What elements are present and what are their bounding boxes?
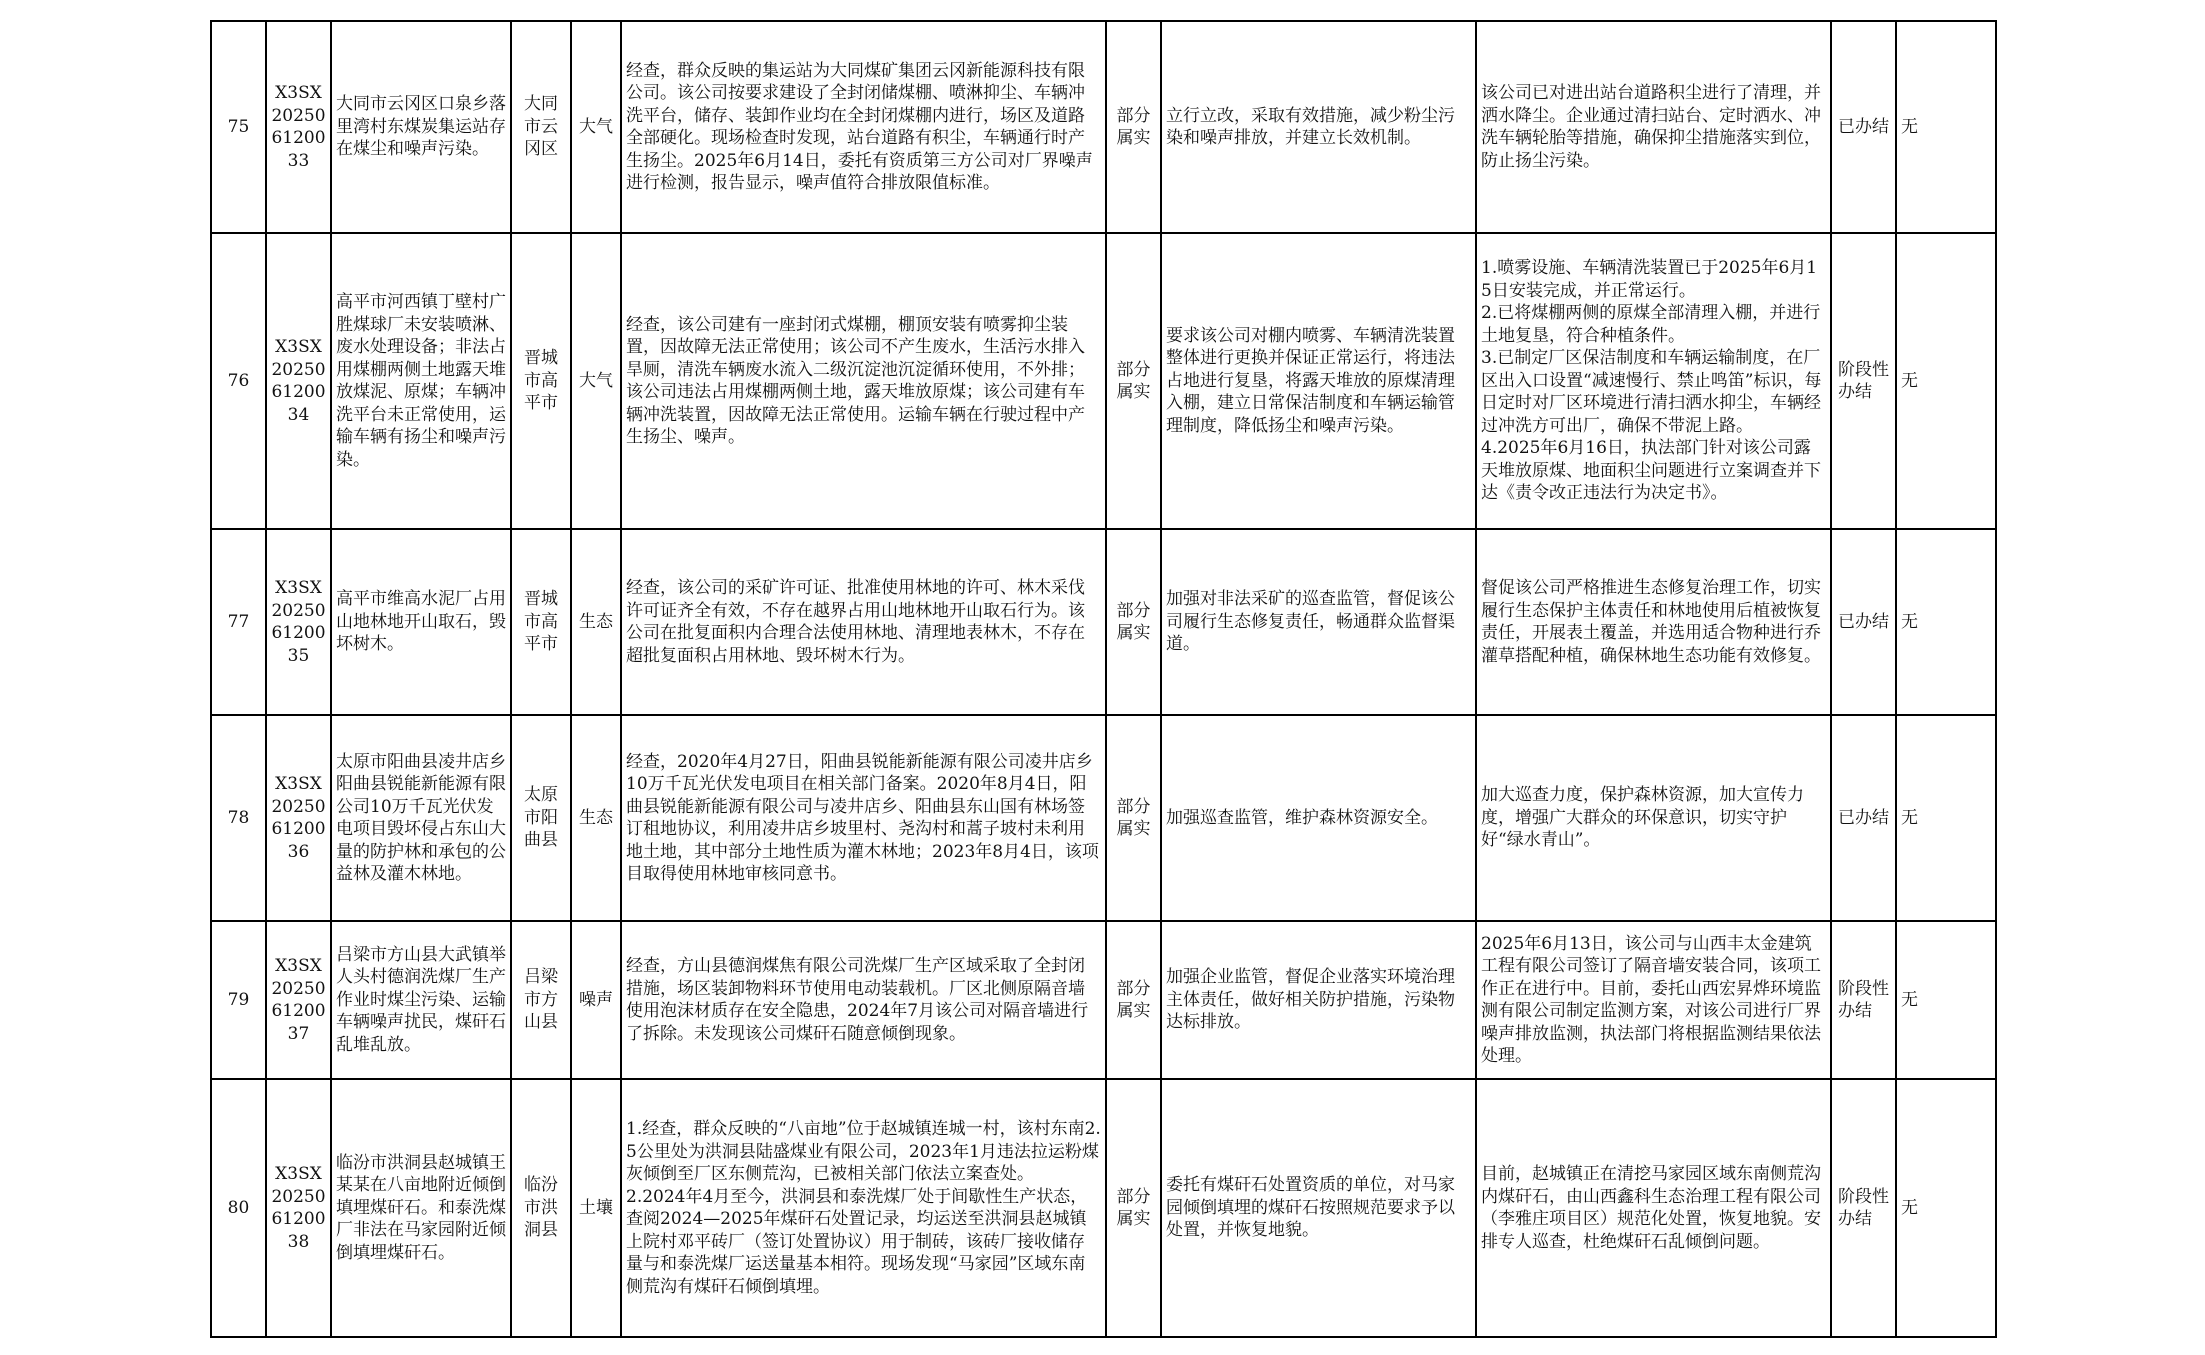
pollution-category-cell: 噪声: [571, 921, 621, 1079]
administrative-area-cell: 大同市云冈区: [511, 21, 571, 233]
complaint-content-cell: 高平市河西镇丁壁村广胜煤球厂未安装喷淋、废水处理设备；非法占用煤棚两侧土地露天堆放煤泥、原煤；车辆冲洗平台未正常使用，运输车辆有扬尘和噪声污染。: [331, 233, 511, 529]
table-row: [211, 715, 1996, 921]
row-number-cell: 78: [211, 715, 266, 921]
pollution-category-cell: 生态: [571, 529, 621, 715]
table-row: [211, 21, 1996, 233]
completion-status-cell: 阶段性办结: [1831, 1079, 1896, 1337]
handling-result-cell: 该公司已对进出站台道路积尘进行了清理，并洒水降尘。企业通过清扫站台、定时洒水、冲洗车辆轮胎等措施，确保抑尘措施落实到位，防止扬尘污染。: [1476, 21, 1831, 233]
completion-status-cell: 已办结: [1831, 715, 1896, 921]
complaint-content-cell: 大同市云冈区口泉乡落里湾村东煤炭集运站存在煤尘和噪声污染。: [331, 21, 511, 233]
handling-result-cell: 目前，赵城镇正在清挖马家园区域东南侧荒沟内煤矸石，由山西鑫科生态治理工程有限公司（李雅庄项目区）规范化处置，恢复地貌。安排专人巡查，杜绝煤矸石乱倾倒问题。: [1476, 1079, 1831, 1337]
investigation-finding-cell: 经查，2020年4月27日，阳曲县锐能新能源有限公司凌井店乡10万千瓦光伏发电项目在相关部门备案。2020年8月4日，阳曲县锐能新能源有限公司与凌井店乡、阳曲县东山国有林场签订租地协议，利用凌井店乡坡里村、尧沟村和蒿子坡村未利用地土地，其中部分土地性质为灌木林地；2023年8月4日，该项目取得使用林地审核同意书。: [621, 715, 1106, 921]
accountability-status-cell: 无: [1896, 1079, 1996, 1337]
pollution-category-cell: 生态: [571, 715, 621, 921]
accountability-status-cell: 无: [1896, 21, 1996, 233]
investigation-finding-cell: 经查，群众反映的集运站为大同煤矿集团云冈新能源科技有限公司。该公司按要求建设了全封闭储煤棚、喷淋抑尘、车辆冲洗平台，储存、装卸作业均在全封闭煤棚内进行，场区及道路全部硬化。现场检查时发现，站台道路有积尘，车辆通行时产生扬尘。2025年6月14日，委托有资质第三方公司对厂界噪声进行检测，报告显示，噪声值符合排放限值标准。: [621, 21, 1106, 233]
verification-verdict-cell: 部分属实: [1106, 715, 1161, 921]
administrative-area-cell: 晋城市高平市: [511, 233, 571, 529]
handling-requirement-cell: 加强企业监管，督促企业落实环境治理主体责任，做好相关防护措施，污染物达标排放。: [1161, 921, 1476, 1079]
accountability-status-cell: 无: [1896, 921, 1996, 1079]
accountability-status-cell: 无: [1896, 715, 1996, 921]
completion-status-cell: 阶段性办结: [1831, 921, 1896, 1079]
completion-status-cell: 阶段性办结: [1831, 233, 1896, 529]
case-code-cell: X3SX20250612​0037: [266, 921, 331, 1079]
administrative-area-cell: 临汾市洪洞县: [511, 1079, 571, 1337]
table-row: [211, 233, 1996, 529]
complaint-table-page: [210, 20, 1995, 1338]
complaint-content-cell: 高平市维高水泥厂占用山地林地开山取石，毁坏树木。: [331, 529, 511, 715]
completion-status-cell: 已办结: [1831, 21, 1896, 233]
investigation-finding-cell: 经查，该公司建有一座封闭式煤棚，棚顶安装有喷雾抑尘装置，因故障无法正常使用；该公司不产生废水，生活污水排入旱厕，清洗车辆废水流入二级沉淀池沉淀循环使用，不外排；该公司违法占用煤棚两侧土地，露天堆放原煤；该公司建有车辆冲洗装置，因故障无法正常使用。运输车辆在行驶过程中产生扬尘、噪声。: [621, 233, 1106, 529]
case-code-cell: X3SX20250612​0034: [266, 233, 331, 529]
row-number-cell: 77: [211, 529, 266, 715]
pollution-category-cell: 土壤: [571, 1079, 621, 1337]
row-number-cell: 76: [211, 233, 266, 529]
verification-verdict-cell: 部分属实: [1106, 21, 1161, 233]
complaint-content-cell: 吕梁市方山县大武镇举人头村德润洗煤厂生产作业时煤尘污染、运输车辆噪声扰民，煤矸石乱堆乱放。: [331, 921, 511, 1079]
pollution-category-cell: 大气: [571, 21, 621, 233]
accountability-status-cell: 无: [1896, 233, 1996, 529]
complaint-content-cell: 太原市阳曲县凌井店乡阳曲县锐能新能源有限公司10万千瓦光伏发电项目毁坏侵占东山大量的防护林和承包的公益林及灌木林地。: [331, 715, 511, 921]
table-row: [211, 921, 1996, 1079]
case-code-cell: X3SX20250612​0035: [266, 529, 331, 715]
handling-result-cell: 2025年6月13日，该公司与山西丰太金建筑工程有限公司签订了隔音墙安装合同，该项工作正在进行中。目前，委托山西宏昇烨环境监测有限公司制定监测方案，对该公司进行厂界噪声排放监测，执法部门将根据监测结果依法处理。: [1476, 921, 1831, 1079]
handling-result-cell: 1.喷雾设施、车辆清洗装置已于2025年6月15日安装完成，并正常运行。 2.已将煤棚两侧的原煤全部清理入棚，并进行土地复垦，符合种植条件。 3.已制定厂区保洁制度和车辆运输制度，在厂区出入口设置“减速慢行、禁止鸣笛”标识，每日定时对厂区环境进行清扫洒水抑尘，车辆经过冲洗方可出厂，确保不带泥上路。 4.2025年6月16日，执法部门针对该公司露天堆放原煤、地面积尘问题进行立案调查并下达《责令改正违法行为决定书》。: [1476, 233, 1831, 529]
handling-requirement-cell: 加强对非法采矿的巡查监管，督促该公司履行生态修复责任，畅通群众监督渠道。: [1161, 529, 1476, 715]
handling-requirement-cell: 立行立改，采取有效措施，减少粉尘污染和噪声排放，并建立长效机制。: [1161, 21, 1476, 233]
administrative-area-cell: 晋城市高平市: [511, 529, 571, 715]
complaint-content-cell: 临汾市洪洞县赵城镇王某某在八亩地附近倾倒填埋煤矸石。和泰洗煤厂非法在马家园附近倾倒填埋煤矸石。: [331, 1079, 511, 1337]
handling-requirement-cell: 要求该公司对棚内喷雾、车辆清洗装置整体进行更换并保证正常运行，将违法占地进行复垦，将露天堆放的原煤清理入棚，建立日常保洁制度和车辆运输管理制度，降低扬尘和噪声污染。: [1161, 233, 1476, 529]
case-code-cell: X3SX20250612​0033: [266, 21, 331, 233]
verification-verdict-cell: 部分属实: [1106, 529, 1161, 715]
investigation-finding-cell: 1.经查，群众反映的“八亩地”位于赵城镇连城一村，该村东南2.5公里处为洪洞县陆盛煤业有限公司，2023年1月违法拉运粉煤灰倾倒至厂区东侧荒沟，已被相关部门依法立案查处。 2.2024年4月至今，洪洞县和泰洗煤厂处于间歇性生产状态，查阅2024—2025年煤矸石处置记录，均运送至洪洞县赵城镇上院村邓平砖厂（签订处置协议）用于制砖，该砖厂接收储存量与和泰洗煤厂运送量基本相符。现场发现“马家园”区域东南侧荒沟有煤矸石倾倒填埋。: [621, 1079, 1106, 1337]
table-row: [211, 529, 1996, 715]
handling-result-cell: 督促该公司严格推进生态修复治理工作，切实履行生态保护主体责任和林地使用后植被恢复责任，开展表土覆盖，并选用适合物种进行乔灌草搭配种植，确保林地生态功能有效修复。: [1476, 529, 1831, 715]
case-code-cell: X3SX20250612​0038: [266, 1079, 331, 1337]
handling-result-cell: 加大巡查力度，保护森林资源，加大宣传力度，增强广大群众的环保意识，切实守护好“绿水青山”。: [1476, 715, 1831, 921]
complaint-table: [210, 20, 1997, 1338]
handling-requirement-cell: 加强巡查监管，维护森林资源安全。: [1161, 715, 1476, 921]
completion-status-cell: 已办结: [1831, 529, 1896, 715]
handling-requirement-cell: 委托有煤矸石处置资质的单位，对马家园倾倒填埋的煤矸石按照规范要求予以处置，并恢复地貌。: [1161, 1079, 1476, 1337]
investigation-finding-cell: 经查，方山县德润煤焦有限公司洗煤厂生产区域采取了全封闭措施，场区装卸物料环节使用电动装载机。厂区北侧原隔音墙使用泡沫材质存在安全隐患，2024年7月该公司对隔音墙进行了拆除。未发现该公司煤矸石随意倾倒现象。: [621, 921, 1106, 1079]
row-number-cell: 80: [211, 1079, 266, 1337]
case-code-cell: X3SX20250612​0036: [266, 715, 331, 921]
table-body: [211, 21, 1996, 1337]
table-row: [211, 1079, 1996, 1337]
administrative-area-cell: 吕梁市方山县: [511, 921, 571, 1079]
row-number-cell: 79: [211, 921, 266, 1079]
pollution-category-cell: 大气: [571, 233, 621, 529]
accountability-status-cell: 无: [1896, 529, 1996, 715]
verification-verdict-cell: 部分属实: [1106, 233, 1161, 529]
investigation-finding-cell: 经查，该公司的采矿许可证、批准使用林地的许可、林木采伐许可证齐全有效，不存在越界占用山地林地开山取石行为。该公司在批复面积内合理合法使用林地、清理地表林木，不存在超批复面积占用林地、毁坏树木行为。: [621, 529, 1106, 715]
verification-verdict-cell: 部分属实: [1106, 1079, 1161, 1337]
verification-verdict-cell: 部分属实: [1106, 921, 1161, 1079]
administrative-area-cell: 太原市阳曲县: [511, 715, 571, 921]
row-number-cell: 75: [211, 21, 266, 233]
